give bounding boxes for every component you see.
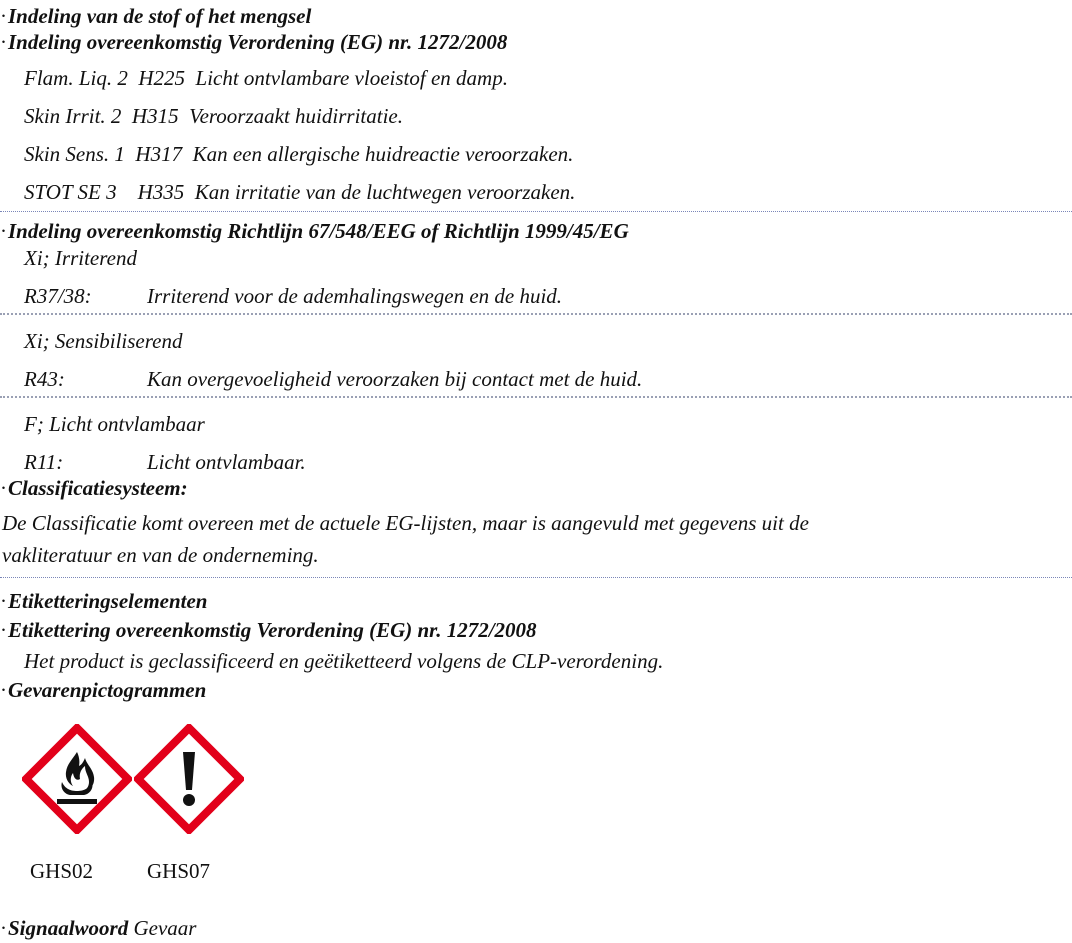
clp-row: STOT SE 3 H335 Kan irritatie van de luchtwegen veroorzaken.: [24, 180, 576, 204]
clp-row: Skin Sens. 1 H317 Kan een allergische huidreactie veroorzaken.: [24, 142, 574, 166]
dsd-phrase-row: R37/38: Irriterend voor de ademhalingswegen en de huid.: [24, 284, 563, 308]
dsd-phrase-row: R11: Licht ontvlambaar.: [24, 450, 306, 474]
pictogram-code: GHS07: [147, 859, 211, 883]
clp-row: Skin Irrit. 2 H315 Veroorzaakt huidirritatie.: [24, 104, 403, 128]
dsd-symbol: Xi; Sensibiliserend: [24, 329, 183, 353]
system-text: vakliteratuur en van de onderneming.: [2, 543, 319, 567]
pictogram-code: GHS02: [30, 859, 94, 883]
dotted-divider: [0, 313, 1072, 315]
label-clp-text: Het product is geclassificeerd en geëtiketteerd volgens de CLP-verordening.: [24, 649, 664, 673]
heading-clp: ·Indeling overeenkomstig Verordening (EG) nr. 1272/2008: [0, 30, 508, 54]
section-divider: [0, 577, 1072, 578]
section-divider: [0, 211, 1072, 212]
system-text: De Classificatie komt overeen met de actuele EG-lijsten, maar is aangevuld met gegevens uit de: [2, 511, 809, 535]
clp-row: Flam. Liq. 2 H225 Licht ontvlambare vloeistof en damp.: [24, 66, 508, 90]
heading-pictograms: ·Gevarenpictogrammen: [0, 678, 207, 702]
heading-label-elements: ·Etiketteringselementen: [0, 589, 208, 613]
heading-classification: ·Indeling van de stof of het mengsel: [0, 4, 312, 28]
heading-label-clp: ·Etikettering overeenkomstig Verordening (EG) nr. 1272/2008: [0, 618, 537, 642]
dsd-symbol: Xi; Irriterend: [24, 246, 137, 270]
signal-word-row: ·Signaalwoord Gevaar: [0, 916, 197, 940]
dsd-phrase-row: R43: Kan overgevoeligheid veroorzaken bij contact met de huid.: [24, 367, 643, 391]
heading-classification-system: ·Classificatiesysteem:: [0, 476, 188, 500]
dsd-symbol: F; Licht ontvlambaar: [24, 412, 205, 436]
flame-pictogram-icon: [22, 724, 132, 834]
signal-word-value: Gevaar: [133, 916, 197, 940]
dotted-divider: [0, 396, 1072, 398]
exclamation-pictogram-icon: [134, 724, 244, 834]
signal-word-label: Signaalwoord: [8, 916, 129, 940]
heading-dsd: ·Indeling overeenkomstig Richtlijn 67/548/EEG of Richtlijn 1999/45/EG: [0, 219, 629, 243]
